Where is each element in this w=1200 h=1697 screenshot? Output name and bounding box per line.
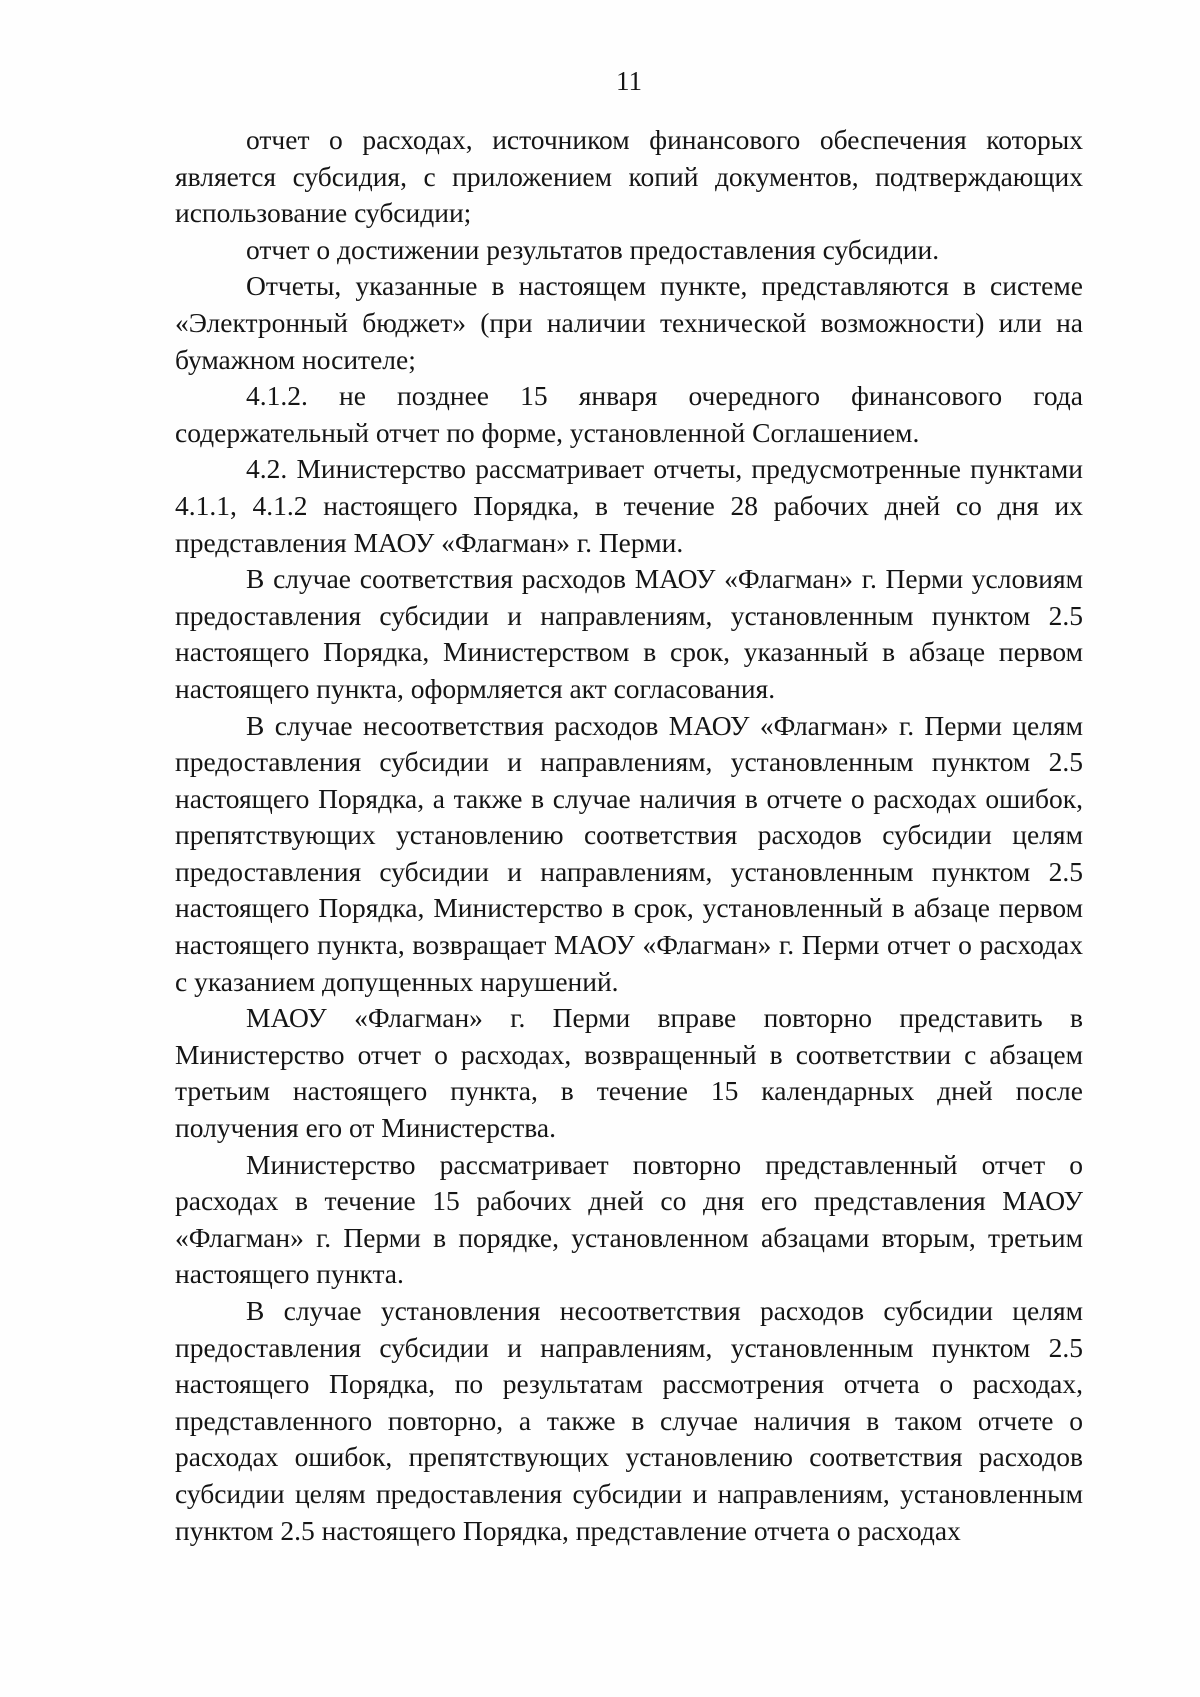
paragraph-8: МАОУ «Флагман» г. Перми вправе повторно представить в Министерство отчет о расходах, возвращенный в соответствии с абзацем третьим настоящего пункта, в течение 15 календарных дней после получения его от Министерства. [175,1002,1083,1144]
page-number: 11 [616,66,642,96]
paragraph-5: 4.2. Министерство рассматривает отчеты, предусмотренные пунктами 4.1.1, 4.1.2 настоящего Порядка, в течение 28 рабочих дней со дня их представления МАОУ «Флагман» г. Перми. [175,453,1083,558]
paragraph-7: В случае несоответствия расходов МАОУ «Флагман» г. Перми целям предоставления субсидии и направлениям, установленным пунктом 2.5 настоящего Порядка, а также в случае наличия в отчете о расходах ошибок, препятствующих установлению соответствия расходов субсидии целям предоставления субсидии и направлениям, установленным пунктом 2.5 настоящего Порядка, Министерство в срок, установленный в абзаце первом настоящего пункта, возвращает МАОУ «Флагман» г. Перми отчет о расходах с указанием допущенных нарушений. [175,709,1083,997]
paragraph-2: отчет о достижении результатов предоставления субсидии. [246,233,940,265]
paragraph-10: В случае установления несоответствия расходов субсидии целям предоставления субсидии и направлениям, установленным пунктом 2.5 настоящего Порядка, по результатам рассмотрения отчета о расходах, представленного повторно, а также в случае наличия в таком отчете о расходах ошибок, препятствующих установлению соответствия расходов субсидии целям предоставления субсидии и направлениям, установленным пунктом 2.5 настоящего Порядка, представление отчета о расходах [175,1295,1083,1546]
document-body [175,122,1083,1549]
paragraph-3: Отчеты, указанные в настоящем пункте, представляются в системе «Электронный бюджет» (при наличии технической возможности) или на бумажном носителе; [175,270,1083,375]
paragraph-4: 4.1.2. не позднее 15 января очередного финансового года содержательный отчет по форме, установленной Соглашением. [175,380,1083,448]
paragraph-1: отчет о расходах, источником финансового обеспечения которых является субсидия, с приложением копий документов, подтверждающих использование субсидии; [175,124,1083,229]
paragraph-9: Министерство рассматривает повторно представленный отчет о расходах в течение 15 рабочих дней со дня его представления МАОУ «Флагман» г. Перми в порядке, установленном абзацами вторым, третьим настоящего пункта. [175,1148,1083,1290]
paragraph-6: В случае соответствия расходов МАОУ «Флагман» г. Перми условиям предоставления субсидии и направлениям, установленным пунктом 2.5 настоящего Порядка, Министерством в срок, указанный в абзаце первом настоящего пункта, оформляется акт согласования. [175,563,1083,704]
